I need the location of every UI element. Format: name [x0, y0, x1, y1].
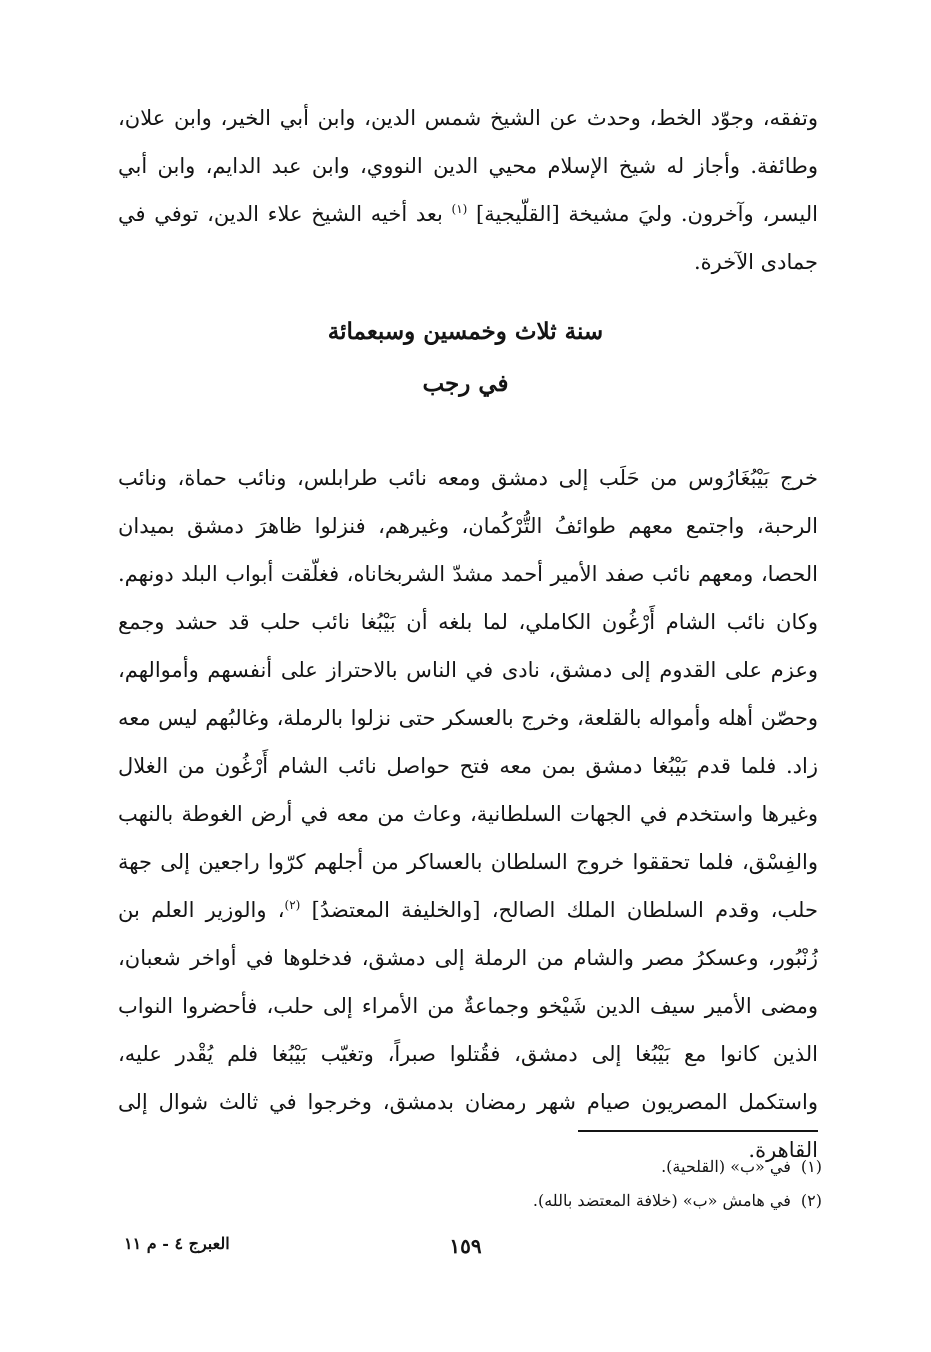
footnote-text: في هامش «ب» (خلافة المعتضد بالله).	[532, 1191, 791, 1210]
section-heading-year: سنة ثلاث وخمسين وسبعمائة	[327, 318, 604, 345]
footnote-2	[300, 1184, 822, 1218]
main-paragraph	[118, 454, 818, 1174]
footnote-number: (٢)	[800, 1191, 822, 1210]
footnote-divider	[578, 1130, 818, 1132]
intro-text: وتفقه، وجوّد الخط، وحدث عن الشيخ شمس الدين، وابن أبي الخير، وابن علان، وطائفة. وأجاز له شيخ الإسلام محيي الدين النووي، وابن عبد الدايم، وابن أبي اليسر، وآخرون. وليَ مشيخة [القلّيجية]	[118, 106, 818, 226]
section-heading-month: في رجب	[422, 370, 509, 397]
footnotes	[300, 1150, 822, 1218]
main-text-part2: ، والوزير العلم بن زُنْبُور، وعسكرُ مصر والشام من الرملة إلى دمشق، فدخلوها في أواخر شعبان، ومضى الأمير سيف الدين شَيْخو وجماعةٌ من الأمراء إلى حلب، فأحضروا النواب الذين كانوا مع بَيْبُغا إلى دمشق، فقُتلوا صبراً، وتغيّب بَيْبُغا فلم يُقْدر عليه، واستكمل المصريون صيام شهر رمضان بدمشق، وخرجوا في ثالث شوال إلى القاهرة.	[118, 898, 818, 1162]
footnote-1	[300, 1150, 822, 1184]
footnote-number: (١)	[800, 1157, 822, 1176]
intro-text-end: بعد أخيه الشيخ علاء الدين، توفي في جمادى الآخرة.	[118, 202, 818, 274]
footnote-ref-2: (٢)	[284, 898, 301, 912]
main-text-part1: خرج بَيْبُغَارُوس من حَلَب إلى دمشق ومعه نائب طرابلس، ونائب حماة، ونائب الرحبة، واجتمع معهم طوائفُ التُّرْكُمان، وغيرهم، فنزلوا ظاهرَ دمشق بميدان الحصا، ومعهم نائب صفد الأمير أحمد مشدّ الشربخاناه، فغلّقت أبواب البلد دونهم. وكان نائب الشام أَرْغُون الكاملي، لما بلغه أن بَيْبُغا نائب حلب قد حشد وجمع وعزم على القدوم إلى دمشق، نادى في الناس بالاحتراز على أنفسهم وأموالهم، وحصّن أهله وأمواله بالقلعة، وخرج بالعسكر حتى نزلوا بالرملة، وغالبُهم ليس معه زاد. فلما قدم بَيْبُغا دمشق بمن معه فتح حواصل نائب الشام أَرْغُون من الغلال وغيرها واستخدم في الجهات السلطانية، وعاث من معه في أرض الغوطة بالنهب والفِسْق، فلما تحققوا خروج السلطان بالعساكر من أجلهم كرّوا راجعين إلى جهة حلب، وقدم السلطان الملك الصالح، [والخليفة المعتضدُ]	[118, 466, 818, 922]
footnote-text: في «ب» (القلحية).	[661, 1157, 791, 1176]
intro-paragraph	[118, 94, 818, 286]
page-number: ١٥٩	[449, 1234, 482, 1258]
footnote-ref-1: (١)	[451, 202, 468, 216]
printer-signature: العبرج ٤ - م ١١	[124, 1234, 230, 1253]
